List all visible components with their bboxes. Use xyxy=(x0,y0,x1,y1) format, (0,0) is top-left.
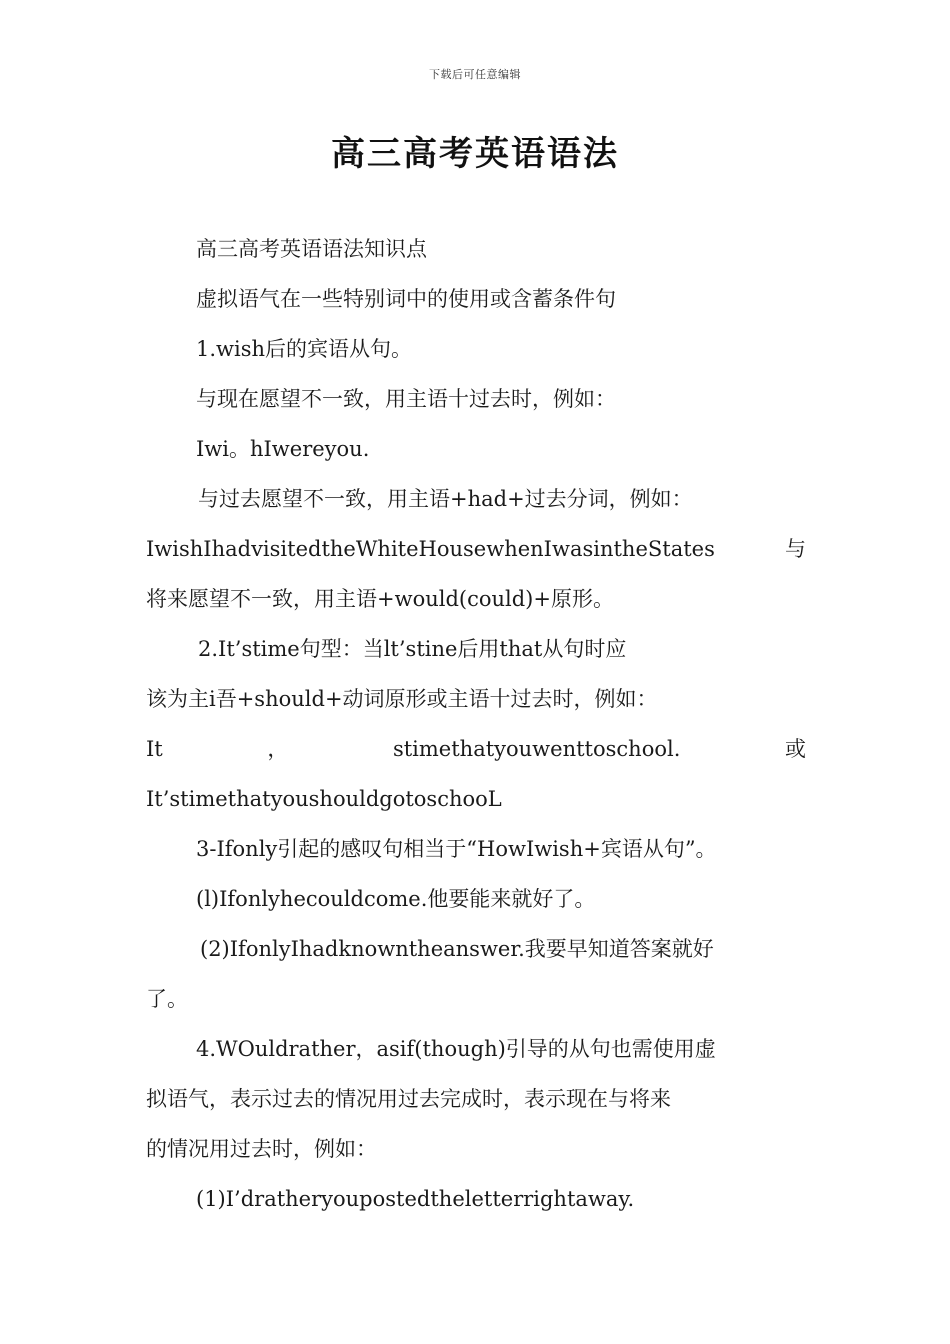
paragraph-line: 2.It’stime句型：当lt’stine后用that从句时应 xyxy=(198,637,627,661)
paragraph-line: 该为主i吾+should+动词原形或主语十过去时，例如： xyxy=(146,687,658,711)
paragraph-line-justified xyxy=(146,734,806,764)
paragraph-line-justified xyxy=(146,534,806,564)
paragraph-line: 高三高考英语语法知识点 xyxy=(196,237,427,261)
paragraph-line: 的情况用过去时，例如： xyxy=(146,1137,377,1161)
paragraph-line: 与现在愿望不一致，用主语十过去时，例如： xyxy=(196,387,616,411)
paragraph-line: 将来愿望不一致，用主语+would(could)+原形。 xyxy=(146,587,614,611)
paragraph-line: (2)IfonlyIhadknowntheanswer.我要早知道答案就好 xyxy=(200,937,714,961)
paragraph-line: 3-Ifonly引起的感叹句相当于“HowIwish+宾语从句”。 xyxy=(196,837,717,861)
paragraph-line: 与过去愿望不一致，用主语+had+过去分词，例如： xyxy=(198,487,693,511)
paragraph-line: Iwi。hIwereyou. xyxy=(196,437,370,461)
text-segment: 与 xyxy=(785,537,806,561)
page-title: 高三高考英语语法 xyxy=(331,134,619,174)
text-segment: It xyxy=(146,737,163,761)
text-segment: stimethatyouwenttoschool. xyxy=(392,737,681,761)
header-note: 下载后可任意编辑 xyxy=(429,68,521,81)
paragraph-line: 4.WOuldrather，asif(though)引导的从句也需使用虚 xyxy=(196,1037,716,1061)
text-segment: 或 xyxy=(784,737,806,761)
paragraph-line: 拟语气，表示过去的情况用过去完成时，表示现在与将来 xyxy=(146,1087,671,1111)
paragraph-line: (l)Ifonlyhecouldcome.他要能来就好了。 xyxy=(196,887,596,911)
paragraph-line: (1)I’dratheryoupostedtheletterrightaway. xyxy=(196,1187,635,1211)
paragraph-line: It’stimethatyoushouldgotoschooL xyxy=(146,787,502,811)
text-segment: IwishIhadvisitedtheWhiteHousewhenIwasintheStates xyxy=(146,537,715,561)
paragraph-line: 虚拟语气在一些特别词中的使用或含蓄条件句 xyxy=(196,287,616,311)
paragraph-line: 1.wish后的宾语从句。 xyxy=(196,337,413,361)
text-segment: ， xyxy=(267,737,289,761)
paragraph-line: 了。 xyxy=(146,987,188,1011)
